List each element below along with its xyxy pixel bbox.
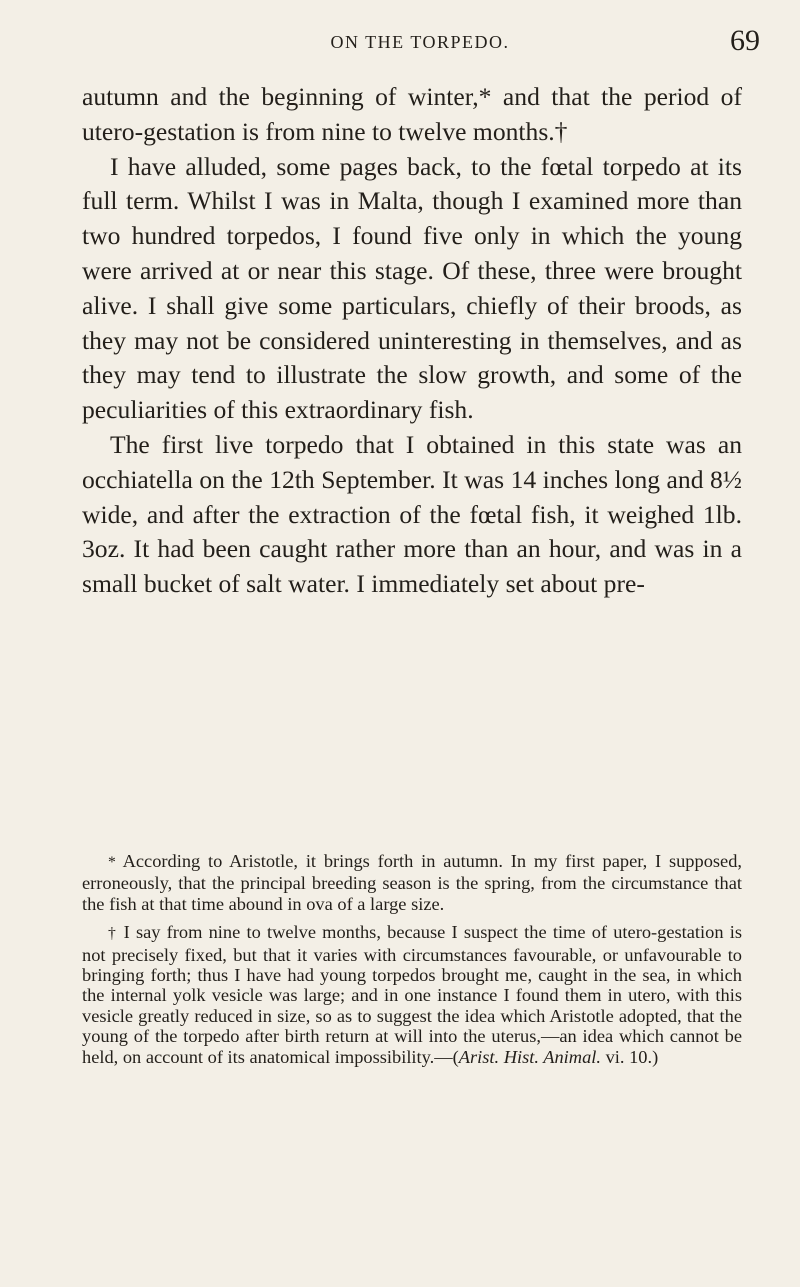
paragraph-fetal-torpedo: I have alluded, some pages back, to the fœtal torpedo at its full term. Whilst I was in Malta, though I examined more than two hundred torpedos, I found five only in which the young were arrived at or near this stage. Of these, three were brought alive. I shall give some particulars, chiefly of their broods, as they may not be considered uninteresting in themselves, and as they may tend to illustrate the slow growth, and some of the peculiarities of this extraordinary fish. bbox=[82, 151, 742, 425]
running-head bbox=[80, 24, 760, 60]
footnote-1-text: According to Aristotle, it brings forth in autumn. In my first paper, I supposed, erroneously, that the principal breeding season is the spring, from the circumstance that the fish at that time abound in ova of a large size. bbox=[82, 851, 742, 914]
paragraph-continued: autumn and the beginning of winter,* and that the period of utero-gestation is from nine to twelve months.† bbox=[82, 82, 742, 146]
footnote-2-citation: Arist. Hist. Animal. bbox=[458, 1046, 601, 1067]
footnote-1 bbox=[82, 851, 742, 914]
footnotes bbox=[82, 851, 742, 1075]
footnote-2-mark: † bbox=[108, 925, 118, 943]
page-number: 69 bbox=[730, 24, 760, 57]
footnote-2-text: I say from nine to twelve months, because I suspect the time of utero-gestation is not precisely fixed, but that it varies with circumstances favourable, or unfavourable to bringing forth; thus I have had young torpedos brought me, caught in the sea, in which the internal yolk vesicle was large; and in one instance I found them in utero, with this vesicle greatly reduced in size, so as to suggest the idea which Aristotle adopted, that the young of the torpedo after birth return at will into the uterus,—an idea which cannot be held, on account of its anatomical impossibility.—( bbox=[82, 922, 742, 1067]
paragraph-first-live-torpedo: The first live torpedo that I obtained in this state was an occhiatella on the 12th September. It was 14 inches long and 8½ wide, and after the extraction of the fœtal fish, it weighed 1lb. 3oz. It had been caught rather more than an hour, and was in a small bucket of salt water. I immediately set about pre- bbox=[82, 429, 742, 599]
footnote-2-end: vi. 10.) bbox=[600, 1046, 659, 1067]
footnote-1-mark: * bbox=[108, 854, 116, 871]
body-text bbox=[82, 80, 742, 602]
footnote-2 bbox=[82, 922, 742, 1067]
running-title: ON THE TORPEDO. bbox=[330, 32, 510, 52]
